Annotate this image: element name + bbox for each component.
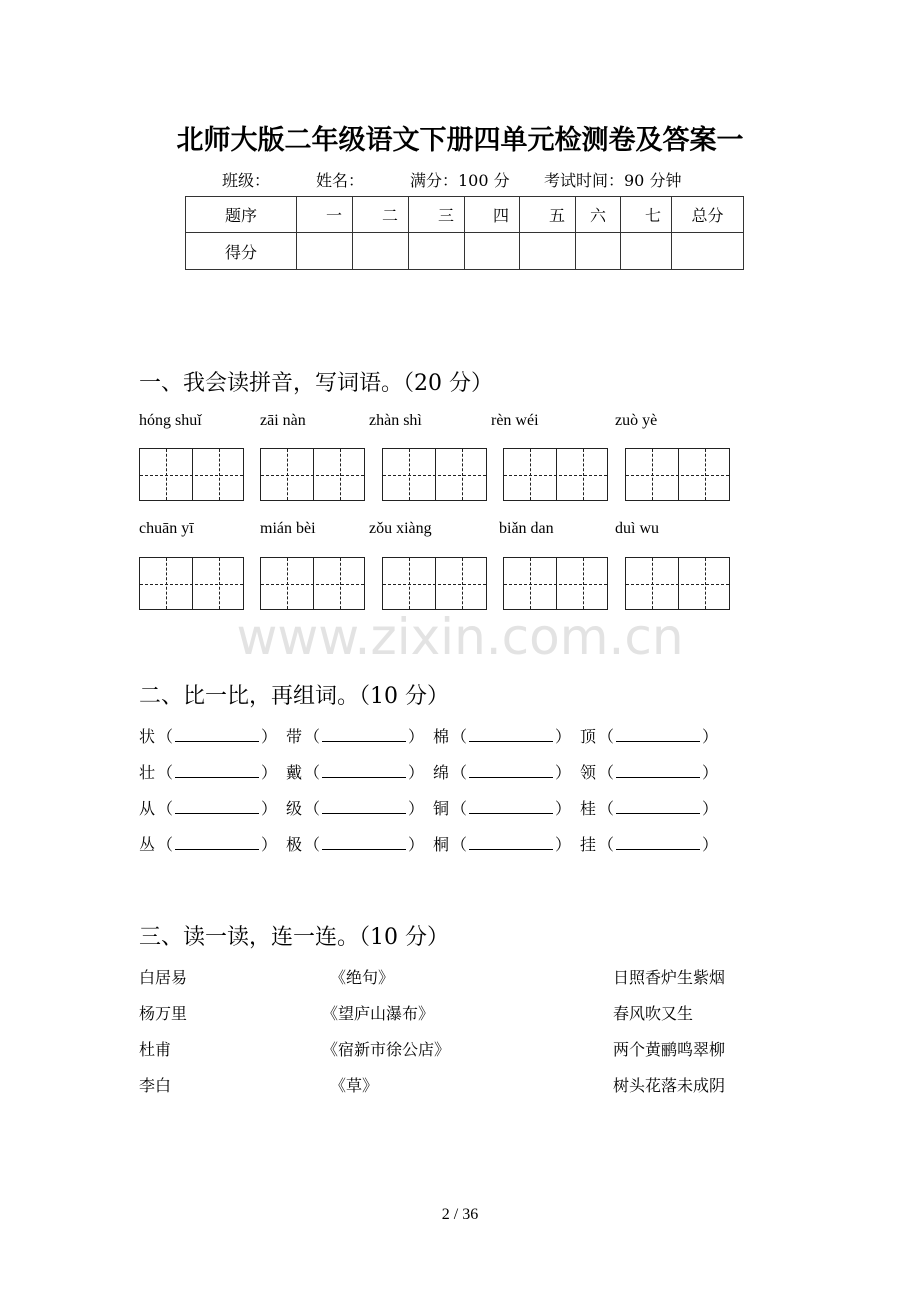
word-item — [139, 796, 277, 819]
word-item — [580, 832, 718, 855]
word-item — [139, 760, 277, 783]
author[interactable]: 杨万里 — [139, 1004, 188, 1023]
open-paren: （ — [304, 799, 321, 818]
character: 带 — [286, 727, 303, 746]
open-paren: （ — [304, 763, 321, 782]
poem-line[interactable]: 树头花落未成阴 — [613, 1076, 726, 1095]
close-paren: ） — [555, 763, 572, 782]
grid-dash-horizontal — [504, 584, 607, 585]
close-paren: ） — [555, 727, 572, 746]
character: 桐 — [433, 835, 450, 854]
character: 桂 — [580, 799, 597, 818]
word-item — [433, 796, 571, 819]
score-table-header-row — [186, 197, 744, 233]
word-item — [580, 760, 718, 783]
close-paren: ） — [261, 835, 278, 854]
character: 极 — [286, 835, 303, 854]
word-item — [286, 760, 424, 783]
grid-dash-horizontal — [504, 475, 607, 476]
answer-blank[interactable] — [616, 835, 700, 850]
word-item — [433, 724, 571, 747]
section1-heading: 一、我会读拼音，写词语。（20 分） — [139, 371, 493, 396]
grid-dash-horizontal — [626, 475, 729, 476]
word-item — [580, 724, 718, 747]
name-label: 姓名： — [316, 171, 365, 190]
score-input-cell[interactable] — [672, 233, 744, 270]
writing-grid[interactable] — [503, 448, 608, 501]
character: 从 — [139, 799, 156, 818]
character: 挂 — [580, 835, 597, 854]
score-table-row-label: 得分 — [186, 233, 297, 270]
exam-time-label: 考试时间：90 分钟 — [544, 171, 682, 190]
character: 壮 — [139, 763, 156, 782]
character: 状 — [139, 727, 156, 746]
grid-dash-horizontal — [626, 584, 729, 585]
open-paren: （ — [157, 799, 174, 818]
open-paren: （ — [157, 835, 174, 854]
score-input-cell[interactable] — [520, 233, 576, 270]
pinyin-label: rèn wéi — [491, 412, 539, 429]
grid-dash-horizontal — [261, 584, 364, 585]
open-paren: （ — [598, 799, 615, 818]
writing-grid[interactable] — [139, 448, 244, 501]
section3-heading: 三、读一读，连一连。（10 分） — [139, 925, 449, 950]
open-paren: （ — [598, 835, 615, 854]
writing-grid[interactable] — [625, 448, 730, 501]
open-paren: （ — [451, 835, 468, 854]
answer-blank[interactable] — [616, 763, 700, 778]
character: 绵 — [433, 763, 450, 782]
score-table-header-cell: 六 — [576, 197, 621, 233]
watermark: www.zixin.com.cn — [236, 608, 684, 666]
pinyin-label: zǒu xiàng — [369, 520, 432, 537]
answer-blank[interactable] — [175, 763, 259, 778]
score-input-cell[interactable] — [297, 233, 353, 270]
answer-blank[interactable] — [175, 835, 259, 850]
writing-grid[interactable] — [503, 557, 608, 610]
author[interactable]: 杜甫 — [139, 1040, 172, 1059]
character: 丛 — [139, 835, 156, 854]
close-paren: ） — [261, 763, 278, 782]
score-table-header-cell: 二 — [353, 197, 409, 233]
score-table-header-cell: 七 — [621, 197, 672, 233]
open-paren: （ — [304, 835, 321, 854]
writing-grid[interactable] — [260, 448, 365, 501]
answer-blank[interactable] — [469, 799, 553, 814]
poem-title[interactable]: 《绝句》 — [330, 968, 395, 987]
score-input-cell[interactable] — [465, 233, 520, 270]
close-paren: ） — [408, 727, 425, 746]
close-paren: ） — [702, 799, 719, 818]
answer-blank[interactable] — [322, 727, 406, 742]
writing-grid[interactable] — [139, 557, 244, 610]
open-paren: （ — [598, 727, 615, 746]
pinyin-label: zhàn shì — [369, 412, 422, 429]
author[interactable]: 李白 — [139, 1076, 172, 1095]
close-paren: ） — [408, 799, 425, 818]
open-paren: （ — [304, 727, 321, 746]
character: 戴 — [286, 763, 303, 782]
class-label: 班级： — [222, 171, 271, 190]
character: 棉 — [433, 727, 450, 746]
score-input-cell[interactable] — [621, 233, 672, 270]
score-table-header-cell: 五 — [520, 197, 576, 233]
answer-blank[interactable] — [322, 835, 406, 850]
close-paren: ） — [261, 727, 278, 746]
close-paren: ） — [408, 835, 425, 854]
score-table — [185, 196, 744, 270]
answer-blank[interactable] — [469, 727, 553, 742]
answer-blank[interactable] — [469, 763, 553, 778]
document-title: 北师大版二年级语文下册四单元检测卷及答案一 — [176, 125, 744, 156]
poem-line[interactable]: 日照香炉生紫烟 — [613, 968, 726, 987]
open-paren: （ — [451, 763, 468, 782]
score-table-header-cell: 四 — [465, 197, 520, 233]
grid-dash-horizontal — [383, 475, 486, 476]
word-item — [580, 796, 718, 819]
word-item — [139, 724, 277, 747]
answer-blank[interactable] — [616, 799, 700, 814]
score-input-cell[interactable] — [353, 233, 409, 270]
answer-blank[interactable] — [175, 799, 259, 814]
word-item — [139, 832, 277, 855]
score-input-cell[interactable] — [409, 233, 465, 270]
word-item — [286, 832, 424, 855]
writing-grid[interactable] — [382, 448, 487, 501]
open-paren: （ — [157, 727, 174, 746]
grid-dash-horizontal — [383, 584, 486, 585]
poem-line[interactable]: 春风吹又生 — [613, 1004, 694, 1023]
answer-blank[interactable] — [469, 835, 553, 850]
close-paren: ） — [555, 799, 572, 818]
character: 铜 — [433, 799, 450, 818]
character: 领 — [580, 763, 597, 782]
pinyin-label: duì wu — [615, 520, 659, 537]
grid-dash-horizontal — [261, 475, 364, 476]
section2-heading: 二、比一比，再组词。（10 分） — [139, 684, 449, 709]
pinyin-label: hóng shuǐ — [139, 412, 202, 429]
close-paren: ） — [702, 763, 719, 782]
score-table-header-cell: 题序 — [186, 197, 297, 233]
word-item — [286, 796, 424, 819]
pinyin-label: zuò yè — [615, 412, 658, 429]
score-table-header-cell: 一 — [297, 197, 353, 233]
score-input-cell[interactable] — [576, 233, 621, 270]
page-number: 2 / 36 — [441, 1206, 479, 1223]
answer-blank[interactable] — [322, 799, 406, 814]
score-table-score-row — [186, 233, 744, 270]
close-paren: ） — [702, 835, 719, 854]
open-paren: （ — [451, 799, 468, 818]
poem-line[interactable]: 两个黄鹂鸣翠柳 — [613, 1040, 726, 1059]
word-item — [433, 832, 571, 855]
answer-blank[interactable] — [175, 727, 259, 742]
answer-blank[interactable] — [616, 727, 700, 742]
pinyin-label: zāi nàn — [260, 412, 306, 429]
poem-title[interactable]: 《草》 — [330, 1076, 379, 1095]
pinyin-label: biǎn dan — [499, 520, 554, 537]
grid-dash-horizontal — [140, 584, 243, 585]
writing-grid[interactable] — [382, 557, 487, 610]
author[interactable]: 白居易 — [139, 968, 188, 987]
character: 级 — [286, 799, 303, 818]
open-paren: （ — [598, 763, 615, 782]
writing-grid[interactable] — [625, 557, 730, 610]
close-paren: ） — [261, 799, 278, 818]
character: 顶 — [580, 727, 597, 746]
poem-title[interactable]: 《宿新市徐公店》 — [322, 1040, 451, 1059]
grid-dash-horizontal — [140, 475, 243, 476]
close-paren: ） — [555, 835, 572, 854]
score-table-header-cell: 三 — [409, 197, 465, 233]
word-item — [433, 760, 571, 783]
word-item — [286, 724, 424, 747]
full-score-label: 满分：100 分 — [410, 171, 510, 190]
pinyin-label: chuān yī — [139, 520, 194, 537]
close-paren: ） — [702, 727, 719, 746]
pinyin-label: mián bèi — [260, 520, 316, 537]
open-paren: （ — [157, 763, 174, 782]
answer-blank[interactable] — [322, 763, 406, 778]
close-paren: ） — [408, 763, 425, 782]
score-table-header-cell: 总分 — [672, 197, 744, 233]
poem-title[interactable]: 《望庐山瀑布》 — [322, 1004, 435, 1023]
writing-grid[interactable] — [260, 557, 365, 610]
open-paren: （ — [451, 727, 468, 746]
